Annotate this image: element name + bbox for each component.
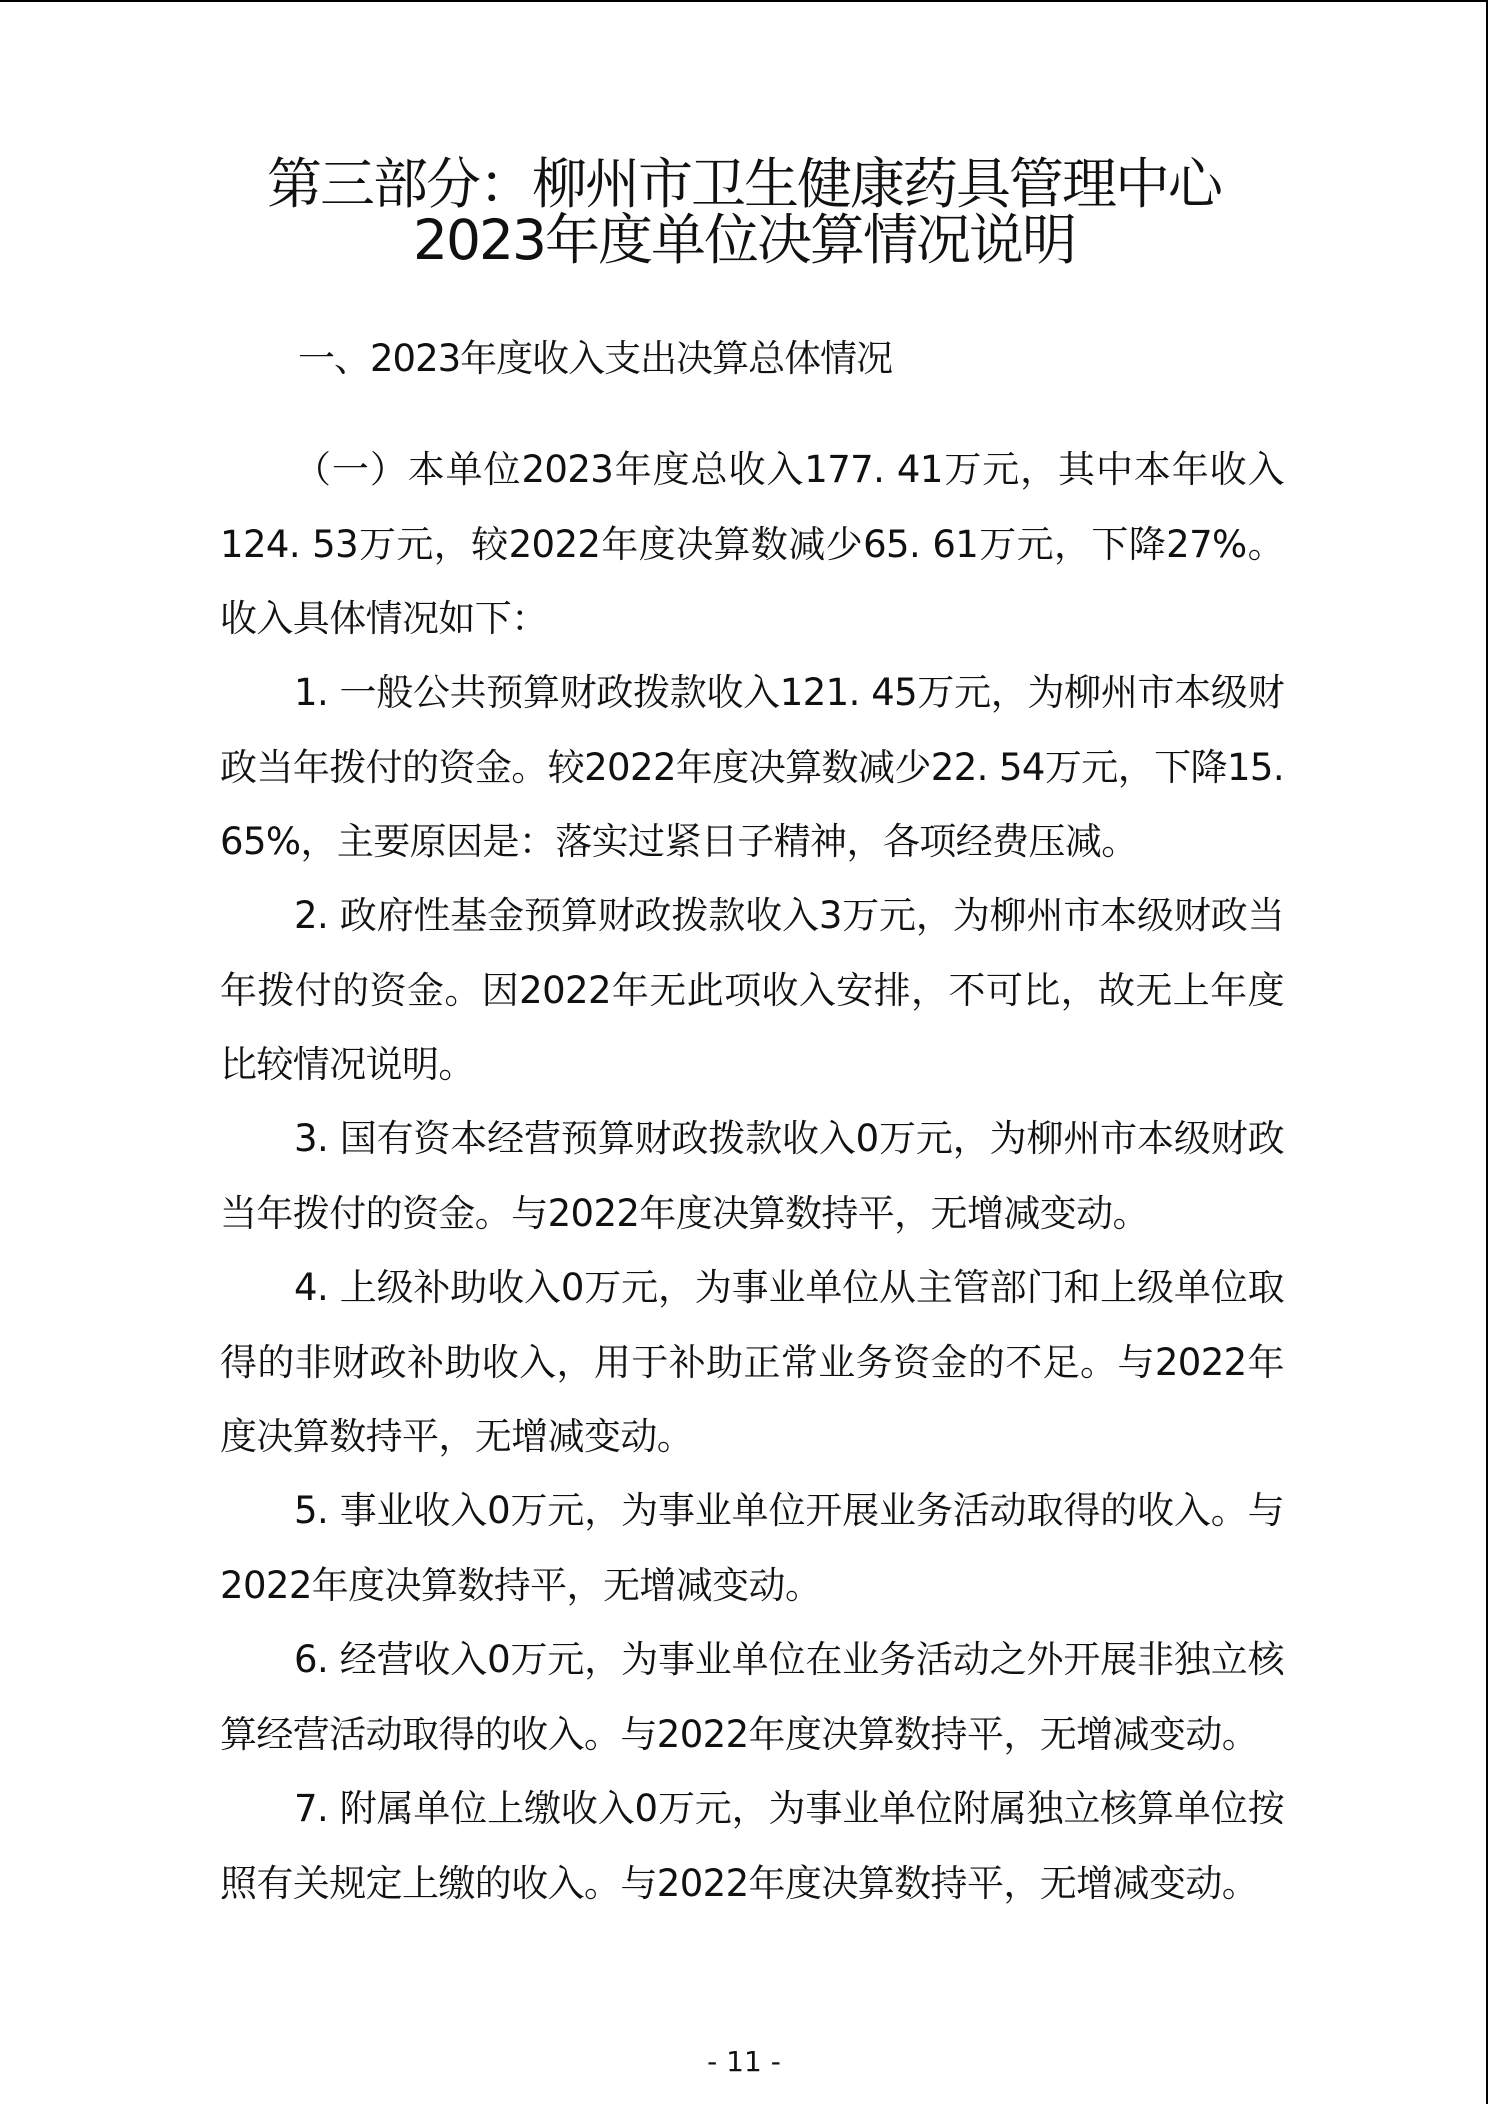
paragraph-affiliated-unit-income: 7. 附属单位上缴收入0万元，为事业单位附属独立核算单位按照有关规定上缴的收入。与2022年度决算数持平，无增减变动。 xyxy=(220,1787,1284,1905)
page-number: - 11 - xyxy=(707,2045,781,2078)
paragraph-superior-subsidy-income: 4. 上级补助收入0万元，为事业单位从主管部门和上级单位取得的非财政补助收入，用于补助正常业务资金的不足。与2022年度决算数持平，无增减变动。 xyxy=(220,1266,1284,1458)
paragraph-government-fund-income: 2. 政府性基金预算财政拨款收入3万元，为柳州市本级财政当年拨付的资金。因2022年无此项收入安排，不可比，故无上年度比较情况说明。 xyxy=(220,894,1284,1086)
document-title-line1: 第三部分：柳州市卫生健康药具管理中心 xyxy=(266,152,1221,216)
paragraph-state-capital-income: 3. 国有资本经营预算财政拨款收入0万元，为柳州市本级财政当年拨付的资金。与2022年度决算数持平，无增减变动。 xyxy=(220,1117,1284,1235)
document-title-line2: 2023年度单位决算情况说明 xyxy=(413,208,1075,272)
paragraph-business-income: 5. 事业收入0万元，为事业单位开展业务活动取得的收入。与2022年度决算数持平，无增减变动。 xyxy=(220,1489,1284,1607)
paragraph-general-budget-income: 1. 一般公共预算财政拨款收入121. 45万元，为柳州市本级财政当年拨付的资金。较2022年度决算数减少22. 54万元，下降15. 65%，主要原因是：落实过紧日子精神，各项经费压减。 xyxy=(220,671,1284,863)
section-heading: 一、2023年度收入支出决算总体情况 xyxy=(298,337,893,380)
paragraph-operating-income: 6. 经营收入0万元，为事业单位在业务活动之外开展非独立核算经营活动取得的收入。与2022年度决算数持平，无增减变动。 xyxy=(220,1638,1284,1756)
paragraph-total-income: （一）本单位2023年度总收入177. 41万元，其中本年收入124. 53万元，较2022年度决算数减少65. 61万元，下降27%。收入具体情况如下： xyxy=(220,448,1284,640)
